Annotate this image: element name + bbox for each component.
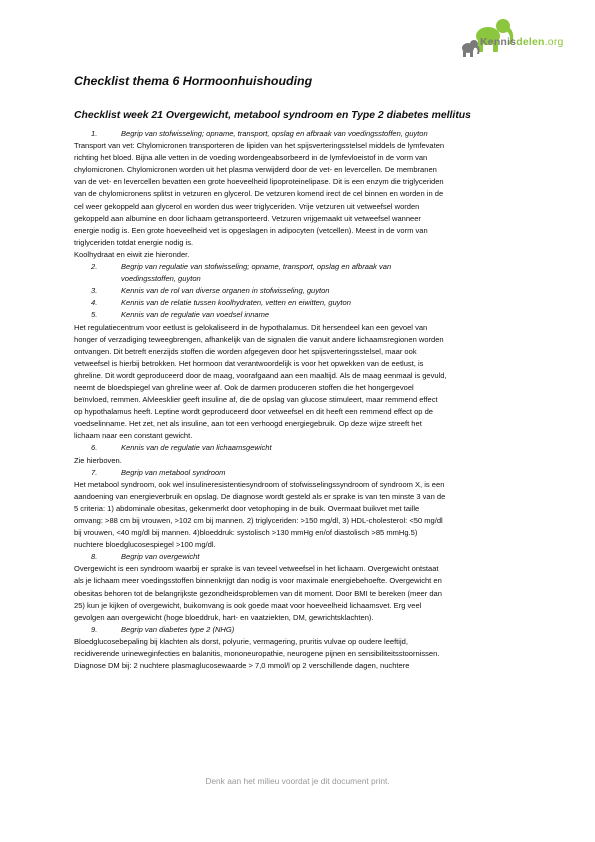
body-text-line: Het metabool syndroom, ook wel insulineresistentiesyndroom of stofwisselingssyndroom of syndroom X, is een <box>74 479 445 489</box>
body-text-line: triglyceriden totdat energie nodig is. <box>74 237 194 247</box>
checklist-item-number: 5. <box>91 310 98 320</box>
body-text-line: cel weer gekoppeld aan glycerol en worden dus weer triglyceriden. Vrije vetzuren uit vetweefsel worden <box>74 201 420 211</box>
section-title: Checklist week 21 Overgewicht, metabool syndroom en Type 2 diabetes mellitus <box>74 110 471 121</box>
body-text-line: recidiverende urineweginfecties en balanitis, mononeuropathie, neurogene pijnen en sensibiliteitsstoornissen. <box>74 649 440 659</box>
checklist-item-number: 6. <box>91 443 98 453</box>
body-text-line: richting het bloed. Bijna alle vetten in de voeding wordengeabsorbeerd in de lymfevloeistof in de vorm van <box>74 153 428 163</box>
body-text-line: nuchtere bloedglucosespiegel >100 mg/dl. <box>74 540 216 550</box>
checklist-item-text: Begrip van regulatie van stofwisseling; opname, transport, opslag en afbraak van <box>121 262 392 272</box>
body-text-line: Bloedglucosebepaling bij klachten als dorst, polyurie, vermagering, pruritis vulvae op oudere leeftijd, <box>74 636 408 646</box>
body-text-line: Zie hierboven. <box>74 455 122 465</box>
body-text-line: ontvangen. Dit betreft enerzijds stoffen die worden afgegeven door het spijsverteringsstelsel, maar ook <box>74 346 417 356</box>
body-text-line: chylomicronen. Chylomicronen worden uit het plasma verwijderd door de vet- en levercellen. De membranen <box>74 165 437 175</box>
body-text-line: 5 criteria: 1) abdominale obesitas, gekenmerkt door vetophoping in de buik. Overmaat buikvet met taille <box>74 503 420 513</box>
checklist-item-number: 9. <box>91 624 98 634</box>
checklist-item-text: Begrip van overgewicht <box>121 552 200 562</box>
body-text-line: op hypothalamus heeft. Leptine wordt geproduceerd door vetweefsel en dit heeft een remmend effect op de <box>74 407 433 417</box>
body-text-line: energie nodig is. Een grote hoeveelheid vet is opgeslagen in adipocyten (vetcellen). Meest in de vorm van <box>74 225 428 235</box>
checklist-item <box>74 467 530 479</box>
checklist-item-text: Kennis van de regulatie van lichaamsgewicht <box>121 443 272 453</box>
body-text-line: ghreline. Dit wordt geproduceerd door de maag, voorafgaand aan een maaltijd. Als de maag eenmaal is gevuld, <box>74 370 447 380</box>
body-text-line: obesitas behoren tot de belangrijkste gezondheidsproblemen van dit moment. Door BMI te bereken (meer dan <box>74 588 442 598</box>
body-text-line: gekoppeld aan albumine en door lichaam getransporteerd. Vetzuren vrijgemaakt uit vetweefsel wanneer <box>74 213 421 223</box>
checklist-item-text: Kennis van de rol van diverse organen in stofwisseling, guyton <box>121 286 330 296</box>
checklist-item <box>74 128 530 140</box>
footer-note: Denk aan het milieu voordat je dit document print. <box>205 776 390 786</box>
checklist-item <box>74 261 530 285</box>
body-text-line: lichaam naar een constant gewicht. <box>74 431 193 441</box>
checklist-item <box>74 624 530 636</box>
body-text-line: Transport van vet: Chylomicronen transporteren de lipiden van het spijsverteringsstelsel middels de lymfevaten <box>74 141 445 151</box>
body-text-line: omvang: >88 cm bij vrouwen, >102 cm bij mannen. 2) triglyceriden: >150 mg/dl, 3) HDL-cholesterol: <50 mg/dl <box>74 516 443 525</box>
document-title: Checklist thema 6 Hormoonhuishouding <box>74 74 313 88</box>
logo-wordmark[interactable] <box>480 36 564 48</box>
checklist-item-text: Kennis van de relatie tussen koolhydraten, vetten en eiwitten, guyton <box>121 298 351 308</box>
checklist-item-text: Kennis van de regulatie van voedsel inname <box>121 310 270 320</box>
checklist-item <box>74 285 530 297</box>
checklist-item-text: Begrip van stofwisseling; opname, transport, opslag en afbraak van voedingsstoffen, guyton <box>121 129 428 138</box>
checklist-item <box>74 309 530 321</box>
body-text-line: vetweefsel is hierbij betrokken. Het hormoon dat verantwoordelijk is voor het opwekken van de eetlust, is <box>74 358 424 368</box>
document-body <box>74 128 530 672</box>
checklist-item-number: 8. <box>91 552 98 562</box>
logo-text-org: .org <box>544 36 564 48</box>
checklist-item-text: Begrip van metabool syndroom <box>121 467 226 477</box>
logo-text-kennis: Kennis <box>480 36 517 48</box>
checklist-item <box>74 442 530 454</box>
body-text-line: gevolgen aan overgewicht (hoge bloeddruk, hart- en vaatziekten, DM, gewrichtsklachten). <box>74 612 374 622</box>
body-text-line: honger of verzadiging teweegbrengen, afhankelijk van de signalen die vanuit andere lichaamsregionen worden <box>74 334 444 344</box>
body-text-line: beïnvloed, remmen. Alvleesklier geeft insuline af, die de opslag van glucose stimuleert, maar remmend effect <box>74 395 438 405</box>
body-text-line: Overgewicht is een syndroom waarbij er sprake is van teveel vetweefsel in het lichaam. Overgewicht ontstaat <box>74 564 439 574</box>
checklist-item-number: 3. <box>91 286 98 296</box>
body-text-line: Het regulatiecentrum voor eetlust is gelokaliseerd in de hypothalamus. Dit hersendeel kan een gevoel van <box>74 322 428 332</box>
body-text-line: van de chylomicronens splitst in vetzuren en glycerol. De vetzuren komend irect de cel binnen en worden in de <box>74 189 444 199</box>
logo-text-delen: delen <box>516 36 545 48</box>
checklist-item-text: Begrip van diabetes type 2 (NHG) <box>121 624 235 634</box>
body-text-line: neemt de bloedspiegel van ghreline weer af. Ook de darmen produceren stoffen die het hongergevoel <box>74 382 414 392</box>
body-text-line: bij vrouwen, <40 mg/dl bij mannen. 4)bloeddruk: systolisch >130 mmHg en/of diastolisch >85 mmHg.5) <box>74 528 418 538</box>
body-text-line: voedselinname. Het zet, net als insuline, aan tot een verhoogd energiegebruik. Op deze wijze streeft het <box>74 419 422 429</box>
checklist-item <box>74 297 530 309</box>
body-text-line: van de vet- en levercellen bevatten een grote hoeveelheid lipoproteinelipase. Dit is een enzym die triglyceriden <box>74 177 444 187</box>
checklist-item <box>74 551 530 563</box>
body-text-line: Diagnose DM bij: 2 nuchtere plasmaglucosewaarde > 7,0 mmol/l op 2 verschillende dagen, nuchtere <box>74 661 410 671</box>
checklist-item-number: 7. <box>91 467 98 477</box>
body-text-line: 25) kun je kijken of overgewicht, buikomvang is ook goede maat voor hoeveelheid lichaamsvet. Erg veel <box>74 600 422 610</box>
checklist-item-number: 2. <box>91 262 98 272</box>
body-text-line: aandoening van energieverbruik en opslag. De diagnose wordt gesteld als er sprake is van ten minste 3 van de <box>74 491 446 501</box>
body-text-line: Koolhydraat en eiwit zie hieronder. <box>74 249 190 259</box>
body-text-line: als je lichaam meer voedingsstoffen binnenkrijgt dan nodig is voor maximale energiebehoefte. Overgewicht en <box>74 576 442 586</box>
checklist-item-number: 4. <box>91 298 98 308</box>
checklist-item-number: 1. <box>91 129 98 138</box>
checklist-item-text: voedingsstoffen, guyton <box>121 274 201 284</box>
